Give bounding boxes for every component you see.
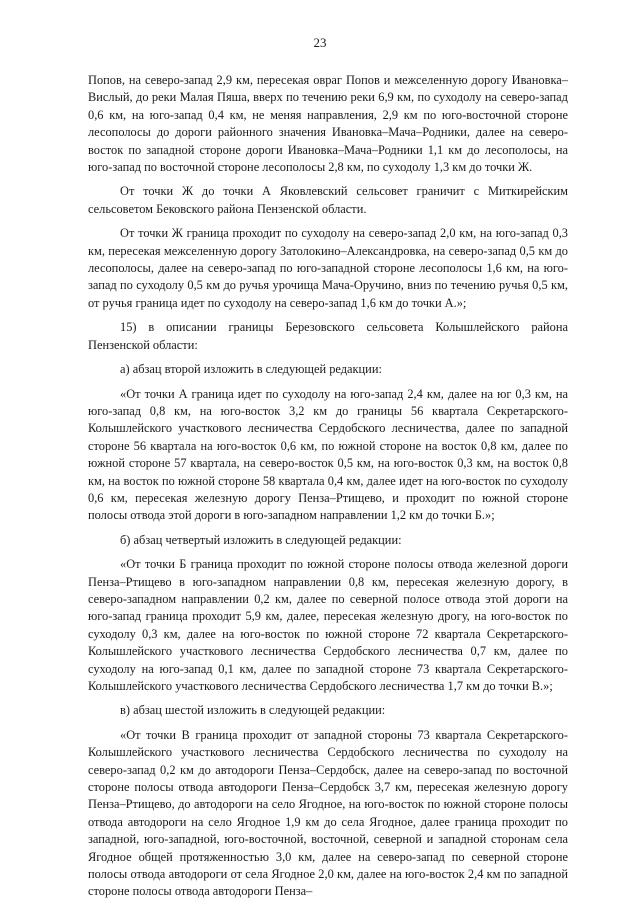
- paragraph-subitem-v: в) абзац шестой изложить в следующей редакции:: [120, 703, 386, 718]
- paragraph-subitem-a: а) абзац второй изложить в следующей редакции:: [120, 362, 382, 377]
- page-number: 23: [313, 35, 327, 50]
- paragraph-continuation: Попов, на северо-запад 2,9 км, пересекая овраг Попов и межселенную дорогу Ивановка–Вислый, до реки Малая Пяша, вверх по течению реки 6,9 км, по суходолу на северо-запад 0,6 км, на юго-запад 0,4 км, не меняя направления, 2,9 км по юго-восточной стороне лесополосы до дороги районного значения Ивановка–Мача–Родники, далее на северо-восток по западной стороне дороги Ивановка–Мача–Родники 1,1 км до лесополосы, на юго-запад по восточной стороне лесополосы 2,8 км, по суходолу 1,3 км до точки Ж.: [88, 73, 568, 175]
- paragraph-subitem-b: б) абзац четвертый изложить в следующей редакции:: [120, 532, 402, 547]
- paragraph-from-point-a: «От точки А граница идет по суходолу на юго-запад 2,4 км, далее на юг 0,3 км, на юго-запад 0,8 км, на юго-восток 3,2 км до границы 56 квартала Секретарского-Колышлейского участкового лесничества Сердобского лесничества, далее по западной стороне 56 квартала на юго-восток 0,6 км, по южной стороне на восток 0,8 км, далее по южной стороне 57 квартала, на северо-восток 0,5 км, на юго-восток 0,3 км, на восток 0,8 км, на восток по южной стороне 58 квартала 0,4 км, далее идет на юго-восток по суходолу 0,6 км, пересекая железную дорогу Пенза–Ртищево, и проходит по южной стороне полосы отвода этой дороги в юго-западном направлении 1,2 км до точки Б.»;: [88, 386, 568, 523]
- paragraph-border-zh-a: От точки Ж до точки А Яковлевский сельсовет граничит с Миткирейским сельсоветом Бековского района Пензенской области.: [88, 184, 568, 216]
- paragraph-border-from-zh: От точки Ж граница проходит по суходолу на северо-запад 2,0 км, на юго-запад 0,3 км, пересекая межселенную дорогу Затолокино–Александровка, на северо-запад 0,5 км до лесополосы, далее на северо-запад по юго-западной стороне лесополосы 1,6 км, на юго-запад по суходолу 0,5 км до ручья урочища Мача-Оручино, вниз по течению ручья 0,5 км, от ручья граница идет по суходолу на северо-запад 1,6 км до точки А.»;: [88, 226, 568, 310]
- paragraph-from-point-b: «От точки Б граница проходит по южной стороне полосы отвода железной дороги Пенза–Ртищево в юго-западном направлении 0,8 км, пересекая железную дорогу, в северо-западном направлении 0,2 км, далее по северной полосе отвода этой дороги на юго-запад граница проходит 5,9 км, далее, пересекая железную дрогу, на юго-восток по суходолу 0,3 км, далее на юго-восток по южной стороне 72 квартала Секретарского-Колышлейского участкового лесничества Сердобского лесничества 0,7 км, далее по суходолу на юго-запад 0,1 км, далее по западной стороне 73 квартала Секретарского-Колышлейского участкового лесничества Сердобского лесничества 1,7 км до точки В.»;: [88, 557, 568, 693]
- document-body: [88, 72, 568, 908]
- paragraph-from-point-v: «От точки В граница проходит от западной стороны 73 квартала Секретарского-Колышлейского участкового лесничества Сердобского лесничества по суходолу на северо-запад 0,2 км до автодороги Пенза–Сердобск, далее на северо-запад по восточной стороне полосы отвода автодороги Пенза–Сердобск 3,7 км, пересекая железную дорогу Пенза–Ртищево, до автодороги на село Ягодное, на юго-восток по южной стороне полосы отвода автодороги на село Ягодное 1,9 км до села Ягодное, далее граница проходит по западной, юго-западной, юго-восточной, восточной, северной и западной сторонам села Ягодное общей протяженностью 3,0 км, далее на северо-запад по северной стороне полосы отвода автодороги от села Ягодное 2,0 км, далее на юго-восток 2,4 км по западной стороне полосы отвода автодороги Пенза–: [88, 727, 568, 899]
- paragraph-item-15: 15) в описании границы Березовского сельсовета Колышлейского района Пензенской области:: [88, 320, 568, 352]
